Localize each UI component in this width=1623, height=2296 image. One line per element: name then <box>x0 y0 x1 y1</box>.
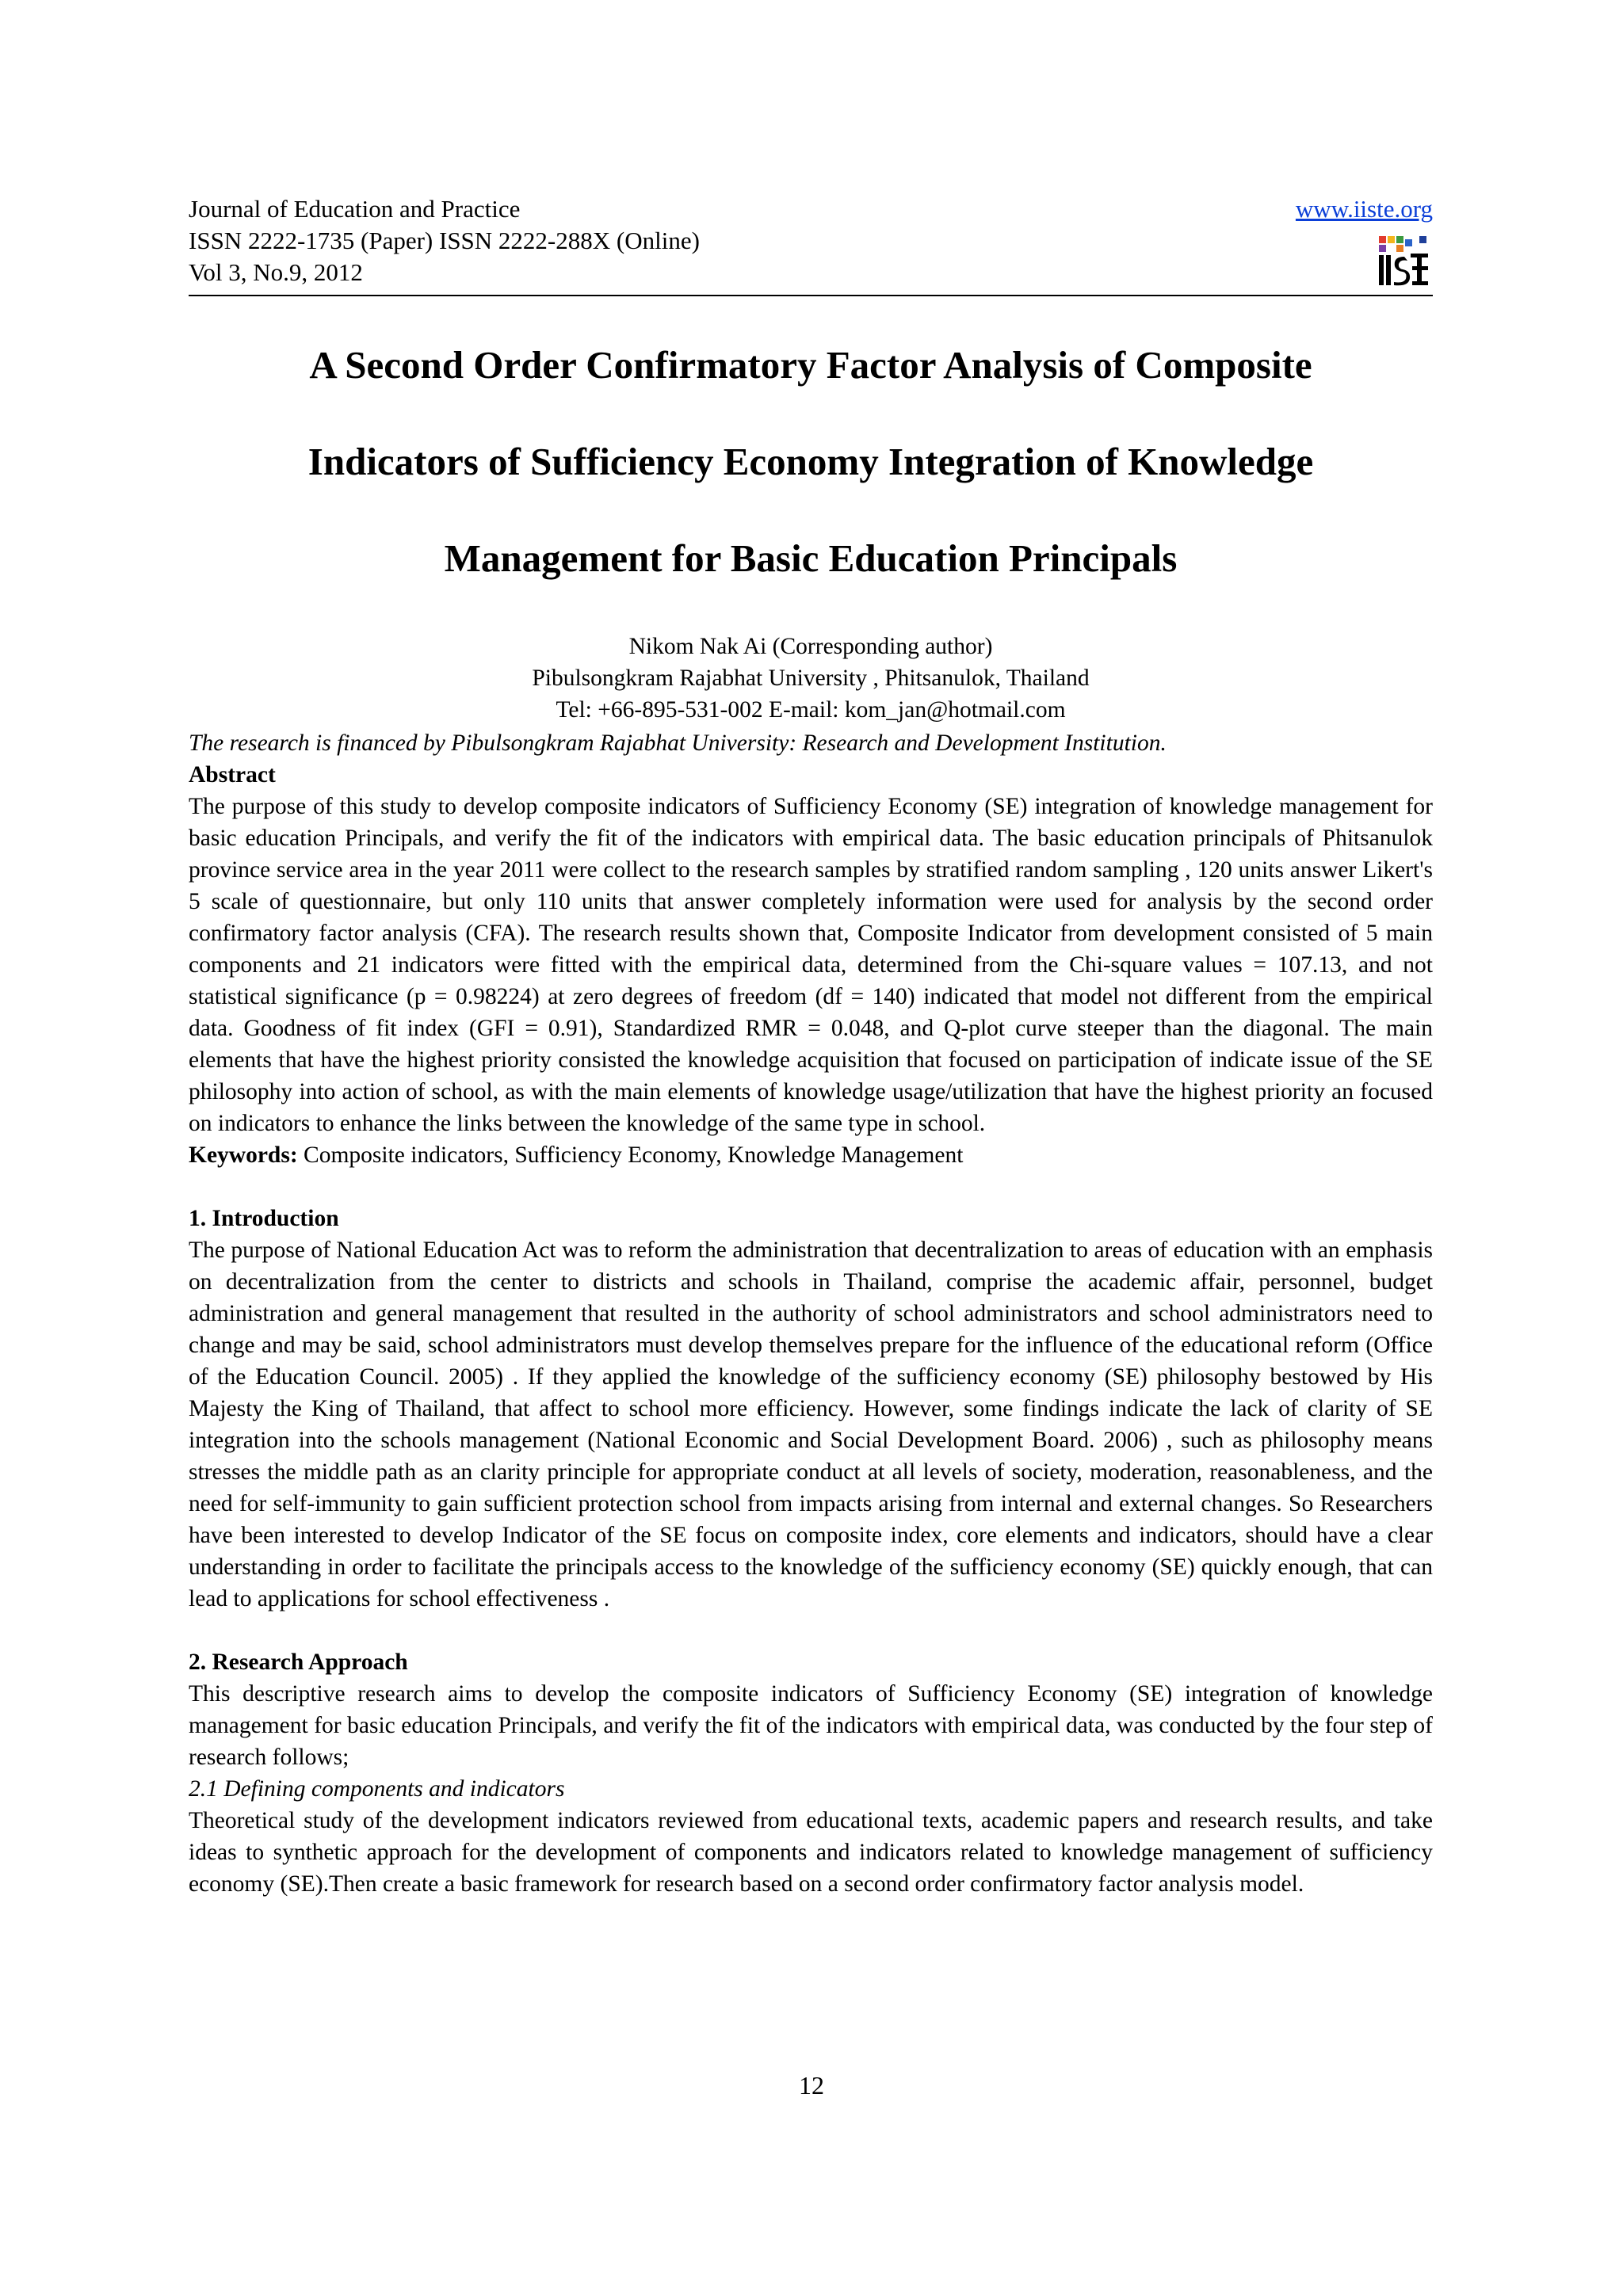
research-approach-text: This descriptive research aims to develop the composite indicators of Sufficiency Economy (SE) integration of knowledge management for basic education Principals, and verify the fit of the indicators with empirical data, was conducted by the four step of research follows; <box>189 1681 1433 1770</box>
author-name: Nikom Nak Ai (Corresponding author) <box>628 634 993 659</box>
abstract-text: The purpose of this study to develop composite indicators of Sufficiency Economy (SE) integration of knowledge management for basic education Principals, and verify the fit of the indicators with empirical data. The basic education principals of Phitsanulok province service area in the year 2011 were collect to the research samples by stratified random sampling , 120 units answer Likert's 5 scale of questionnaire, but only 110 units that answer completely information were used for analysis by the second order confirmatory factor analysis (CFA). The research results shown that, Composite Indicator from development consisted of 5 main components and 21 indicators were fitted with the empirical data, determined from the Chi-square values = 107.13, and not statistical significance (p = 0.98224) at zero degrees of freedom (df = 140) indicated that model not different from the empirical data. Goodness of fit index (GFI = 0.91), Standardized RMR = 0.048, and Q-plot curve steeper than the diagonal. The main elements that have the highest priority consisted the knowledge acquisition that focused on participation of indicate issue of the SE philosophy into action of school, as with the main elements of knowledge usage/utilization that have the highest priority an focused on indicators to enhance the links between the knowledge of the same type in school. <box>189 794 1433 1136</box>
title-line: A Second Order Confirmatory Factor Analysis of Composite <box>309 343 1312 387</box>
subsection-heading-defining-components: 2.1 Defining components and indicators <box>189 1776 565 1802</box>
author-block <box>189 631 1433 726</box>
author-contact: Tel: +66-895-531-002 E-mail: kom_jan@hotmail.com <box>556 697 1066 723</box>
journal-url-link[interactable]: www.iiste.org <box>1295 195 1433 223</box>
keywords-text: Composite indicators, Sufficiency Economy, Knowledge Management <box>297 1142 964 1168</box>
spacer <box>189 1615 1433 1646</box>
abstract-heading: Abstract <box>189 762 276 788</box>
funding-note: The research is financed by Pibulsongkram Rajabhat University: Research and Development Institution. <box>189 730 1167 756</box>
journal-issn: ISSN 2222-1735 (Paper) ISSN 2222-288X (Online) <box>189 227 700 254</box>
paper-body <box>189 759 1433 1900</box>
spacer <box>189 1171 1433 1203</box>
keywords-label: Keywords: <box>189 1142 298 1168</box>
defining-components-text: Theoretical study of the development indicators reviewed from educational texts, academic papers and research results, and take ideas to synthetic approach for the development of components and indicators related to knowledge management of sufficiency economy (SE).Then create a basic framework for research based on a second order confirmatory factor analysis model. <box>189 1808 1433 1897</box>
author-affiliation: Pibulsongkram Rajabhat University , Phitsanulok, Thailand <box>532 666 1090 691</box>
iiste-logo-icon <box>1376 235 1431 287</box>
page-number: 12 <box>799 2071 824 2100</box>
journal-volume: Vol 3, No.9, 2012 <box>189 258 363 286</box>
journal-header <box>189 193 1433 296</box>
journal-name: Journal of Education and Practice <box>189 195 521 223</box>
introduction-text: The purpose of National Education Act was to reform the administration that decentralization to areas of education with an emphasis on decentralization from the center to districts and schools in Thailand, comprise the academic affair, personnel, budget administration and general management that resulted in the authority of school administrators and school administrators need to change and may be said, school administrators must develop themselves prepare for the influence of the educational reform (Office of the Education Council. 2005) . If they applied the knowledge of the sufficiency economy (SE) philosophy bestowed by His Majesty the King of Thailand, that affect to school more efficiency. However, some findings indicate the lack of clarity of SE integration into the schools management (National Economic and Social Development Board. 2006) , such as philosophy means stresses the middle path as an clarity principle for appropriate conduct at all levels of society, moderation, reasonableness, and the need for self-immunity to gain sufficient protection school from impacts arising from internal and external changes. So Researchers have been interested to develop Indicator of the SE focus on composite index, core elements and indicators, should have a clear understanding in order to facilitate the principals access to the knowledge of the sufficiency economy (SE) quickly enough, that can lead to applications for school effectiveness . <box>189 1238 1433 1611</box>
header-divider <box>189 295 1433 296</box>
title-line: Management for Basic Education Principals <box>444 536 1178 580</box>
title-line: Indicators of Sufficiency Economy Integration of Knowledge <box>307 440 1314 483</box>
keywords <box>189 1139 1433 1171</box>
paper-title <box>189 317 1433 607</box>
section-heading-introduction: 1. Introduction <box>189 1206 339 1231</box>
section-heading-research-approach: 2. Research Approach <box>189 1650 408 1675</box>
